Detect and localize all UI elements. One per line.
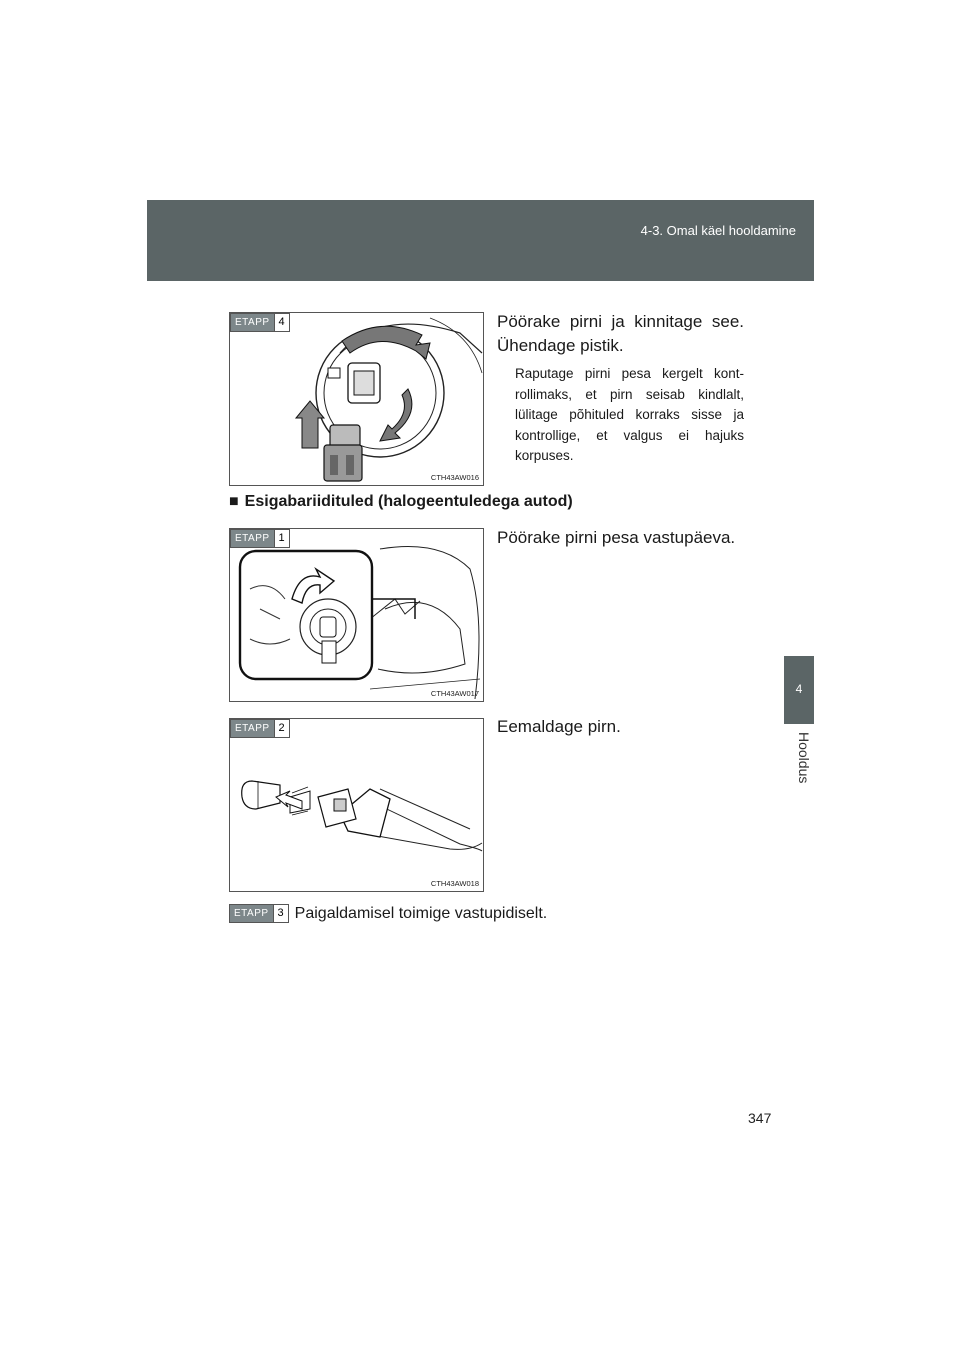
etapp-label: ETAPP — [231, 720, 274, 737]
etapp-number: 1 — [274, 530, 289, 547]
section-header: 4-3. Omal käel hooldamine — [640, 223, 796, 238]
step-4-title-line2: Ühendage pistik. — [497, 336, 624, 355]
step-3 — [229, 904, 547, 923]
step-3-title: Paigaldamisel toimige vastupidiselt. — [294, 904, 548, 922]
etapp-badge — [230, 529, 290, 548]
chapter-number: 4 — [795, 682, 803, 696]
section-heading — [229, 493, 573, 511]
section-title: Esigabariidituled (halogeentuledega autod) — [244, 493, 573, 510]
bulb-socket-install-illustration — [230, 313, 483, 485]
page-number: 347 — [748, 1110, 772, 1126]
figure-code: CTH43AW017 — [430, 689, 479, 698]
figure-code: CTH43AW018 — [430, 879, 479, 888]
step-2-title: Eemaldage pirn. — [497, 717, 621, 736]
etapp-label: ETAPP — [231, 530, 274, 547]
etapp-badge — [230, 719, 290, 738]
figure-step-1 — [229, 528, 484, 702]
figure-code: CTH43AW016 — [430, 473, 479, 482]
headlight-rotate-illustration — [230, 529, 483, 701]
etapp-label: ETAPP — [230, 905, 273, 922]
header-band — [147, 200, 814, 281]
step-4-note: Raputage pirni pesa kergelt kont-rollimaks, et pirn seisab kindlalt, lülitage põhituled korraks sisse ja kontrollige, et valgus ei hajuks korpuses. — [515, 366, 744, 463]
bulb-removal-illustration — [230, 719, 483, 891]
chapter-label: Hooldus — [796, 732, 812, 784]
etapp-number: 2 — [274, 720, 289, 737]
step-4-title — [497, 310, 744, 358]
section-bullet: ■ — [229, 493, 239, 510]
figure-step-2 — [229, 718, 484, 892]
figure-step-4 — [229, 312, 484, 486]
etapp-number: 4 — [274, 314, 289, 331]
etapp-badge — [229, 904, 289, 923]
etapp-number: 3 — [273, 905, 288, 922]
step-1-title: Pöörake pirni pesa vastupäeva. — [497, 528, 736, 547]
chapter-tab[interactable] — [784, 656, 814, 724]
etapp-badge — [230, 313, 290, 332]
etapp-label: ETAPP — [231, 314, 274, 331]
step-4-title-line1: Pöörake pirni ja kinnitage see. — [497, 312, 744, 331]
